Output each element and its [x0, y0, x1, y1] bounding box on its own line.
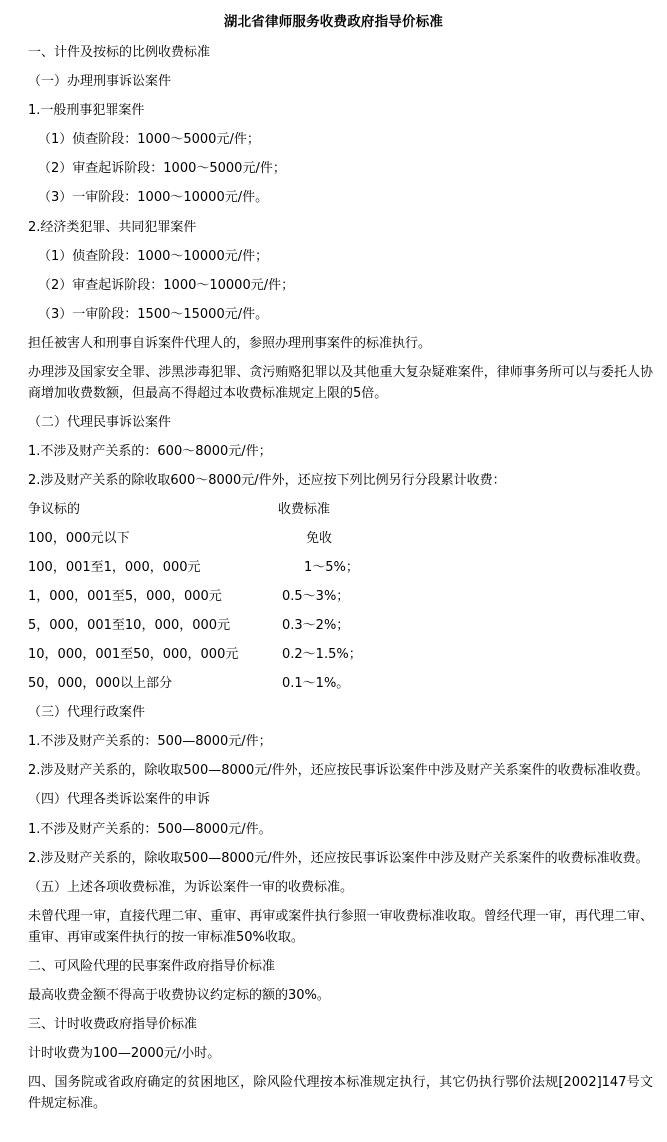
paragraph: 2.涉及财产关系的，除收取500—8000元/件外，还应按民事诉讼案件中涉及财产关系案件的收费标准收费。 [28, 763, 649, 779]
paragraph: （一）办理刑事诉讼案件 [28, 74, 172, 90]
paragraph: （3）一审阶段：1500～15000元/件。 [38, 306, 269, 322]
paragraph: （2）审查起诉阶段：1000～5000元/件； [38, 161, 286, 177]
paragraph: 二、可风险代理的民事案件政府指导价标准 [28, 958, 276, 974]
paragraph: （五）上述各项收费标准，为诉讼案件一审的收费标准。 [28, 879, 354, 895]
table-row [28, 644, 653, 665]
paragraph: 2.经济类犯罪、共同犯罪案件 [28, 219, 197, 235]
table-row [28, 557, 653, 578]
paragraph: 办理涉及国家安全罪、涉黑涉毒犯罪、贪污贿赂犯罪以及其他重大复杂疑难案件，律师事务所可以与委托人协商增加收费数额，但最高不得超过本收费标准规定上限的5倍。 [28, 364, 653, 401]
table-cell-subject: 100，001至1，000，000元 [28, 560, 201, 576]
paragraph: 计时收费为100—2000元/小时。 [28, 1045, 221, 1061]
table-cell-subject: 10，000，001至50，000，000元 [28, 647, 239, 663]
paragraph: 最高收费金额不得高于收费协议约定标的额的30%。 [28, 987, 330, 1003]
paragraph: 2.涉及财产关系的除收取600～8000元/件外，还应按下列比例另行分段累计收费： [28, 472, 506, 488]
table-row [28, 528, 653, 549]
table-row [28, 615, 653, 636]
paragraph: 担任被害人和刑事自诉案件代理人的，参照办理刑事案件的标准执行。 [28, 335, 432, 351]
paragraph: （1）侦查阶段：1000～10000元/件； [38, 248, 269, 264]
paragraph: （二）代理民事诉讼案件 [28, 414, 172, 430]
paragraph: 一、计件及按标的比例收费标准 [28, 45, 211, 61]
table-cell-standard: 0.3～2%； [282, 618, 350, 634]
paragraph: （1）侦查阶段：1000～5000元/件； [38, 132, 260, 148]
section-block-one [14, 42, 653, 491]
table-cell-subject: 100，000元以下 [28, 531, 130, 547]
paragraph: （2）审查起诉阶段：1000～10000元/件； [38, 277, 295, 293]
fee-table [14, 499, 653, 694]
table-cell-standard: 1～5%； [304, 560, 359, 576]
paragraph: 三、计时收费政府指导价标准 [28, 1016, 198, 1032]
table-cell-standard: 0.2～1.5%； [282, 647, 362, 663]
paragraph: 1.不涉及财产关系的：500—8000元/件； [28, 734, 272, 750]
paragraph: 四、国务院或省政府确定的贫困地区，除风险代理按本标准规定执行，其它仍执行鄂价法规[2002]147号文件规定标准。 [28, 1074, 653, 1111]
table-header-standard: 收费标准 [278, 502, 331, 517]
table-cell-standard: 免收 [306, 531, 333, 547]
table-cell-subject: 50，000，000以上部分 [28, 676, 173, 692]
paragraph: 2.涉及财产关系的，除收取500—8000元/件外，还应按民事诉讼案件中涉及财产关系案件的收费标准收费。 [28, 850, 649, 866]
paragraph: 1.不涉及财产关系的：600～8000元/件； [28, 443, 272, 459]
table-cell-standard: 0.1～1%。 [282, 676, 350, 692]
table-row [28, 586, 653, 607]
table-header-row [28, 499, 653, 520]
table-cell-subject: 1，000，001至5，000，000元 [28, 589, 222, 605]
page-title: 湖北省律师服务收费政府指导价标准 [223, 14, 444, 30]
table-row [28, 673, 653, 694]
paragraph: 1.一般刑事犯罪案件 [28, 103, 145, 119]
table-header-subject: 争议标的 [28, 502, 81, 517]
table-cell-subject: 5，000，001至10，000，000元 [28, 618, 231, 634]
paragraph: （三）代理行政案件 [28, 705, 146, 721]
paragraph: （四）代理各类诉讼案件的申诉 [28, 792, 211, 808]
paragraph: （3）一审阶段：1000～10000元/件。 [38, 190, 269, 206]
paragraph: 未曾代理一审，直接代理二审、重审、再审或案件执行参照一审收费标准收取。曾经代理一审，再代理二审、重审、再审或案件执行的按一审标准50%收取。 [28, 908, 653, 945]
paragraph: 1.不涉及财产关系的：500—8000元/件。 [28, 821, 272, 837]
section-block-two [14, 702, 653, 1114]
table-cell-standard: 0.5～3%； [282, 589, 350, 605]
